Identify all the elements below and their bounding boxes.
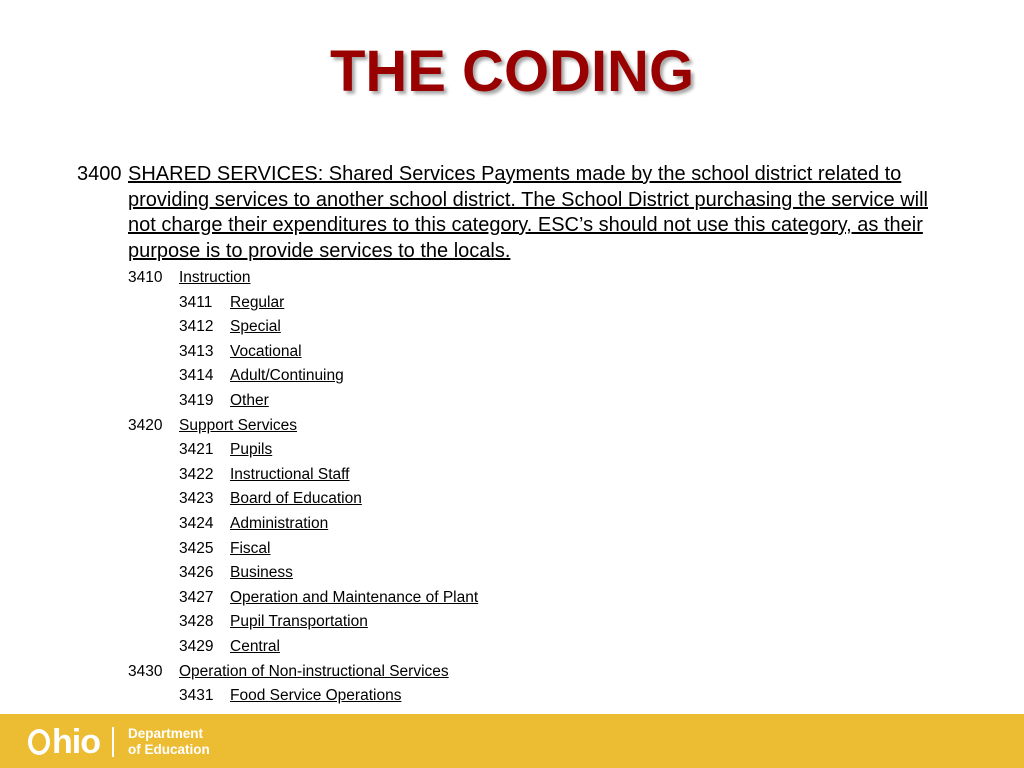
item-code: 3421 [179,441,214,459]
item-label: Special [230,318,281,336]
item-code: 3413 [179,342,214,360]
code-list-item [128,340,957,365]
item-code: 3410 [128,269,163,286]
item-label: Fiscal [230,539,271,557]
item-label: Administration [230,514,329,532]
item-label: Business [230,564,293,582]
department-line-2: of Education [127,742,210,757]
content-body [77,162,957,709]
code-list-item [128,660,957,685]
item-code: 3411 [179,293,213,311]
code-list-item [128,266,957,291]
item-code: 3427 [179,588,214,606]
code-list [128,266,957,709]
code-list-item [128,389,957,414]
code-list-item [128,586,957,611]
item-code: 3431 [179,687,214,705]
item-code: 3414 [179,367,214,385]
code-list-item [128,684,957,709]
ohio-education-logo [28,722,210,762]
code-list-item [128,364,957,389]
code-list-item [128,315,957,340]
ohio-wordmark [28,723,100,762]
code-list-item [128,487,957,512]
code-list-item [128,414,957,439]
code-list-item [128,512,957,537]
ohio-o-ring-icon [28,729,50,755]
item-label: Instruction [179,269,251,286]
item-code: 3430 [128,662,163,680]
item-code: 3429 [179,637,214,655]
item-label: Other [230,391,269,409]
item-label: Adult/Continuing [230,367,344,385]
item-code: 3420 [128,416,163,434]
item-code: 3412 [179,318,214,336]
slide-title: THE CODING [329,39,695,104]
lead-code: 3400 [77,163,122,185]
item-code: 3425 [179,539,214,557]
code-list-item [128,438,957,463]
ohio-wordmark-text: hio [52,722,100,761]
code-list-item [128,610,957,635]
department-name [128,726,210,758]
item-label: Food Service Operations [230,687,402,705]
lead-description: SHARED SERVICES: Shared Services Payments made by the school district related to providing services to another school district. The School District purchasing the service will not charge their expenditures to this category. ESC’s should not use this category, as their purpose is to provide services to the locals. [128,163,928,262]
item-label: Operation and Maintenance of Plant [230,588,479,606]
item-label: Board of Education [230,490,362,508]
code-list-item [128,537,957,562]
code-list-item [128,561,957,586]
item-code: 3426 [179,564,214,582]
item-label: Pupil Transportation [230,613,368,631]
footer-bar [0,714,1024,768]
item-label: Regular [230,293,285,311]
code-list-item [128,291,957,316]
item-code: 3423 [179,490,214,508]
item-label: Vocational [230,342,302,360]
item-code: 3422 [179,465,214,483]
code-list-item [128,463,957,488]
department-line-1: Department [127,726,203,741]
code-list-item [128,635,957,660]
item-label: Instructional Staff [230,465,350,483]
item-code: 3419 [179,391,214,409]
item-label: Pupils [230,441,273,459]
lead-entry [77,162,957,264]
item-code: 3428 [179,613,214,631]
item-label: Support Services [179,416,298,434]
item-code: 3424 [179,514,214,532]
item-label: Operation of Non-instructional Services [179,662,449,680]
item-label: Central [230,637,280,655]
logo-divider [112,727,114,757]
